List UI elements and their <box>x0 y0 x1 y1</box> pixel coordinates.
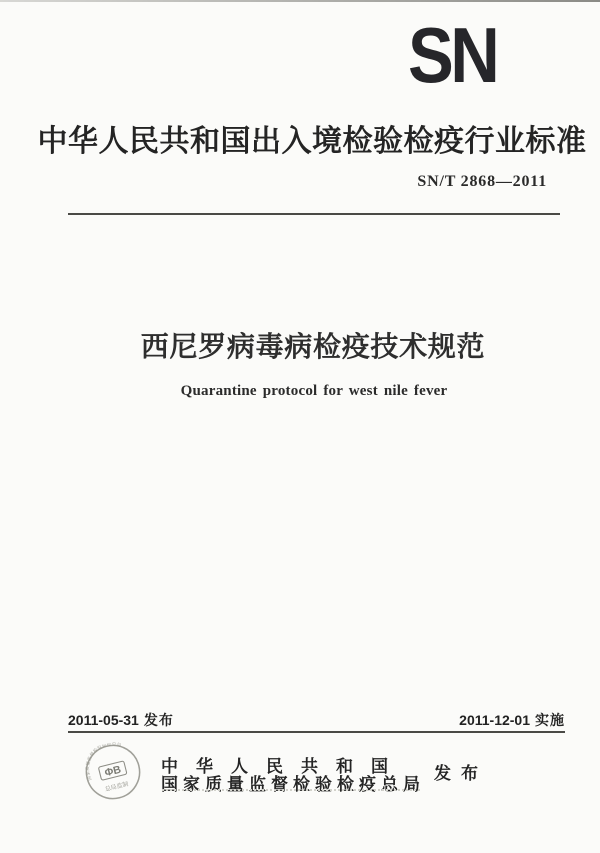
publish-label: 发布 <box>434 764 488 783</box>
scan-edge-line <box>0 0 600 2</box>
issue-date-label: 发布 <box>143 712 174 728</box>
standard-code: SN/T 2868—2011 <box>417 173 547 190</box>
publisher-seal-icon <box>78 737 148 807</box>
standard-category-title: 中华人民共和国出入境检验检疫行业标准 <box>37 125 587 158</box>
issue-date-value: 2011-05-31 <box>68 712 139 728</box>
implementation-date <box>459 710 565 730</box>
seal-monogram-icon: ΦB <box>103 763 123 780</box>
perforation-dotted-line <box>162 789 420 791</box>
seal-arc-text: 国家质量监督检验检疫总局 <box>84 741 123 782</box>
header-rule <box>68 213 560 215</box>
document-title-zh: 西尼罗病毒病检疫技术规范 <box>140 331 486 362</box>
issuer-name-line1: 中华人民共和国 <box>161 757 406 776</box>
document-title-en: Quarantine protocol for west nile fever <box>180 383 448 399</box>
issue-date <box>68 710 174 730</box>
sn-logo: SN <box>408 11 497 99</box>
issuer-name-line2: 国家质量监督检验检疫总局 <box>161 775 425 794</box>
footer-rule <box>68 731 565 733</box>
implementation-date-label: 实施 <box>535 712 565 728</box>
seal-bottom-text: 总局监制 <box>104 781 130 794</box>
implementation-date-value: 2011-12-01 <box>459 712 530 728</box>
